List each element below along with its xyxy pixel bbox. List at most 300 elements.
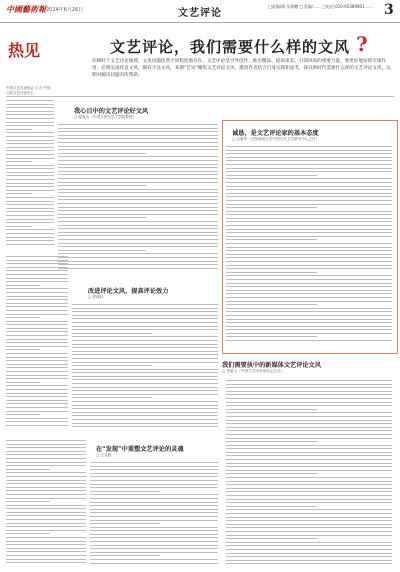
text-line — [226, 196, 392, 197]
text-line — [6, 270, 68, 271]
text-line — [226, 545, 392, 546]
text-line — [6, 208, 54, 209]
text-line — [226, 239, 317, 240]
text-line — [6, 211, 54, 212]
article-byline: □ 李星云（中国文艺评论家协会会员） — [222, 369, 285, 373]
text-line — [6, 472, 86, 473]
text-line — [226, 488, 392, 489]
text-line — [72, 423, 218, 424]
text-line — [226, 427, 392, 428]
text-line — [226, 146, 392, 147]
body-text-column — [226, 146, 392, 346]
text-line — [58, 185, 146, 186]
text-line — [72, 376, 218, 377]
text-line — [90, 509, 218, 510]
text-line — [6, 263, 68, 264]
text-line — [58, 146, 218, 147]
text-line — [72, 311, 218, 312]
text-line — [6, 559, 86, 560]
text-line — [226, 301, 392, 302]
text-line — [226, 563, 392, 564]
text-line — [6, 237, 54, 238]
text-line — [226, 178, 392, 179]
text-line — [6, 193, 32, 194]
text-line — [6, 321, 68, 322]
text-line — [6, 165, 54, 166]
text-line — [58, 171, 218, 172]
text-line — [226, 326, 392, 327]
text-line — [6, 505, 86, 506]
text-line — [6, 136, 54, 137]
text-line — [6, 400, 68, 401]
text-line — [72, 419, 218, 420]
text-line — [90, 527, 218, 528]
text-line — [58, 138, 218, 139]
text-line — [6, 385, 68, 386]
text-line — [72, 362, 218, 363]
text-line — [226, 261, 392, 262]
text-line — [6, 328, 68, 329]
text-line — [58, 268, 218, 269]
text-line — [6, 541, 86, 542]
text-line — [6, 310, 68, 311]
text-line — [226, 553, 392, 554]
text-line — [226, 452, 392, 453]
text-line — [6, 281, 68, 282]
text-line — [6, 222, 54, 223]
text-line — [6, 267, 68, 268]
text-line — [6, 454, 86, 455]
article-title: 诚恳，是文艺评论家的基本态度 — [232, 130, 319, 137]
text-line — [226, 527, 392, 528]
body-text-column — [58, 124, 218, 274]
text-line — [58, 142, 218, 143]
text-line — [72, 394, 218, 395]
text-line — [226, 229, 392, 230]
text-line — [226, 463, 392, 464]
text-line — [6, 288, 68, 289]
body-text-column — [6, 100, 54, 250]
text-line — [6, 339, 68, 340]
text-line — [58, 221, 218, 222]
text-line — [226, 272, 317, 273]
text-line — [6, 168, 54, 169]
text-line — [6, 114, 54, 115]
text-line — [226, 513, 392, 514]
text-line — [90, 502, 218, 503]
text-line — [72, 408, 218, 409]
text-line — [226, 387, 392, 388]
text-line — [72, 326, 218, 327]
text-line — [72, 340, 218, 341]
text-line — [72, 415, 218, 416]
text-line — [226, 153, 392, 154]
text-line — [6, 314, 68, 315]
text-line — [90, 491, 160, 492]
text-line — [226, 509, 392, 510]
text-line — [226, 204, 392, 205]
text-line — [6, 299, 68, 300]
text-line — [226, 232, 392, 233]
badge-subtitle: 中国文艺评论协会·主办 中国文联文艺评论中心 — [6, 86, 51, 95]
text-line — [6, 487, 86, 488]
text-line — [6, 548, 86, 549]
text-line — [226, 412, 392, 413]
text-line — [6, 353, 68, 354]
text-line — [6, 256, 68, 257]
text-line — [58, 196, 218, 197]
text-line — [58, 192, 218, 193]
text-line — [6, 204, 54, 205]
text-line — [226, 560, 392, 561]
text-line — [226, 402, 392, 403]
article-3-header — [88, 286, 168, 300]
text-line — [72, 387, 218, 388]
text-line — [6, 244, 54, 245]
text-line — [72, 308, 218, 309]
text-line — [226, 441, 317, 442]
text-line — [226, 517, 392, 518]
text-line — [226, 293, 392, 294]
text-line — [6, 317, 40, 318]
text-line — [226, 225, 392, 226]
text-line — [6, 480, 86, 481]
text-line — [226, 160, 392, 161]
text-line — [6, 498, 86, 499]
text-line — [6, 403, 68, 404]
text-line — [72, 383, 218, 384]
text-line — [6, 371, 68, 372]
text-line — [6, 396, 68, 397]
text-line — [6, 447, 86, 448]
text-line — [226, 430, 392, 431]
body-text-column — [6, 256, 68, 432]
text-line — [72, 358, 218, 359]
text-line — [226, 221, 392, 222]
text-line — [6, 132, 54, 133]
text-line — [58, 253, 218, 254]
text-line — [226, 448, 392, 449]
text-line — [72, 390, 218, 391]
text-line — [226, 193, 392, 194]
text-line — [90, 469, 218, 470]
text-line — [226, 502, 392, 503]
text-line — [58, 189, 218, 190]
article-title: 改进评论文风，提高评论效力 — [88, 288, 169, 295]
text-line — [6, 444, 86, 445]
text-line — [226, 297, 392, 298]
text-line — [6, 483, 86, 484]
text-line — [6, 512, 86, 513]
text-line — [226, 247, 392, 248]
text-line — [6, 418, 68, 419]
column-badge — [8, 38, 48, 78]
text-line — [226, 438, 392, 439]
text-line — [226, 279, 392, 280]
text-line — [72, 351, 218, 352]
text-line — [6, 342, 68, 343]
text-line — [226, 434, 392, 435]
text-line — [72, 405, 218, 406]
text-line — [226, 175, 317, 176]
text-line — [226, 470, 392, 471]
text-line — [226, 207, 317, 208]
text-line — [226, 380, 392, 381]
text-line — [58, 257, 218, 258]
text-line — [58, 250, 146, 251]
text-line — [6, 129, 32, 130]
text-line — [58, 160, 218, 161]
text-line — [90, 534, 218, 535]
article-4-header — [222, 360, 321, 374]
text-line — [226, 333, 392, 334]
text-line — [6, 407, 68, 408]
article-byline: □ 张德祥 — [88, 295, 104, 299]
text-line — [6, 364, 68, 365]
text-line — [226, 322, 392, 323]
text-line — [6, 125, 54, 126]
text-line — [6, 183, 54, 184]
article-byline: □ 陆贵山（中国人民大学文学院教授） — [74, 115, 137, 119]
text-line — [226, 481, 392, 482]
text-line — [58, 199, 218, 200]
text-line — [58, 225, 218, 226]
text-line — [72, 318, 218, 319]
text-line — [58, 264, 218, 265]
text-line — [226, 290, 392, 291]
text-line — [90, 541, 218, 542]
text-line — [226, 549, 392, 550]
text-line — [6, 215, 54, 216]
text-line — [226, 459, 392, 460]
text-line — [226, 236, 392, 237]
text-line — [226, 340, 392, 341]
text-line — [6, 229, 54, 230]
text-line — [6, 501, 50, 502]
question-mark: ? — [356, 32, 368, 56]
text-line — [90, 487, 218, 488]
text-line — [226, 499, 392, 500]
text-line — [6, 278, 68, 279]
text-line — [6, 530, 86, 531]
text-line — [226, 304, 317, 305]
text-line — [90, 484, 218, 485]
text-line — [6, 143, 54, 144]
text-line — [226, 405, 392, 406]
text-line — [226, 384, 392, 385]
text-line — [90, 559, 218, 560]
text-line — [58, 149, 218, 150]
text-line — [58, 174, 218, 175]
text-line — [6, 458, 86, 459]
text-line — [6, 201, 54, 202]
text-line — [90, 552, 218, 553]
text-line — [226, 265, 392, 266]
text-line — [226, 506, 317, 507]
text-line — [6, 107, 54, 108]
text-line — [6, 393, 68, 394]
text-line — [226, 186, 392, 187]
text-line — [6, 378, 68, 379]
text-line — [6, 544, 86, 545]
text-line — [72, 336, 218, 337]
text-line — [6, 158, 54, 159]
text-line — [6, 389, 68, 390]
text-line — [6, 375, 68, 376]
text-line — [226, 491, 392, 492]
text-line — [90, 516, 218, 517]
text-line — [58, 178, 218, 179]
text-line — [226, 200, 392, 201]
text-line — [6, 274, 68, 275]
text-line — [226, 466, 392, 467]
text-line — [226, 189, 392, 190]
text-line — [6, 292, 68, 293]
lead-deck: 环顾时下文艺评论领域，文风问题依然不同程度地存在。文艺评论是引导创作、推出精品、提高审美、引领风尚的重要力量，要更好地发挥引领作用，必须弘扬优良文风，摒弃不良文风。本期“艺见”聚焦文艺评论文风，邀请作者结合自身实践和思考，探讨新时代需要什么样的文艺评论文风，以期对解决问题有所帮助。 — [92, 59, 391, 78]
text-line — [226, 319, 392, 320]
body-text-column — [6, 440, 86, 568]
text-line — [6, 469, 50, 470]
text-line — [72, 333, 152, 334]
text-line — [58, 210, 218, 211]
text-line — [226, 336, 317, 337]
text-line — [6, 465, 86, 466]
text-line — [90, 555, 160, 556]
text-line — [226, 329, 392, 330]
text-line — [226, 531, 392, 532]
text-line — [6, 100, 54, 101]
text-line — [226, 275, 392, 276]
text-line — [6, 523, 86, 524]
text-line — [58, 235, 218, 236]
text-line — [6, 440, 86, 441]
text-line — [58, 217, 146, 218]
text-line — [58, 203, 218, 204]
article-2-header — [232, 128, 319, 142]
text-line — [6, 118, 54, 119]
text-line — [72, 401, 218, 402]
text-line — [90, 462, 218, 463]
text-line — [72, 322, 218, 323]
text-line — [58, 243, 218, 244]
text-line — [6, 537, 86, 538]
text-line — [58, 124, 218, 125]
text-line — [72, 372, 218, 373]
text-line — [226, 409, 317, 410]
article-title: 我心目中的文艺评论好文风 — [74, 108, 149, 115]
text-line — [6, 533, 50, 534]
text-line — [6, 476, 86, 477]
text-line — [226, 542, 392, 543]
text-line — [72, 426, 218, 427]
text-line — [226, 315, 392, 316]
text-line — [226, 473, 317, 474]
text-line — [72, 369, 218, 370]
text-line — [90, 563, 218, 564]
text-line — [58, 232, 218, 233]
text-line — [6, 172, 54, 173]
text-line — [6, 335, 68, 336]
text-line — [226, 394, 392, 395]
text-line — [6, 411, 68, 412]
text-line — [58, 214, 218, 215]
text-line — [226, 164, 392, 165]
text-line — [58, 135, 218, 136]
text-line — [226, 182, 392, 183]
text-line — [226, 538, 317, 539]
body-text-column — [90, 462, 218, 568]
text-line — [226, 171, 392, 172]
text-line — [90, 476, 218, 477]
text-line — [226, 455, 392, 456]
text-line — [226, 495, 392, 496]
text-line — [6, 414, 40, 415]
text-line — [90, 480, 218, 481]
text-line — [226, 524, 392, 525]
text-line — [6, 179, 54, 180]
text-line — [6, 296, 68, 297]
text-line — [6, 150, 54, 151]
text-line — [72, 365, 152, 366]
body-text-column — [226, 380, 392, 568]
text-line — [6, 260, 68, 261]
text-line — [90, 537, 218, 538]
text-line — [226, 218, 392, 219]
text-line — [6, 508, 86, 509]
issue-date: 2024年6月26日 — [46, 7, 84, 13]
text-line — [90, 520, 218, 521]
text-line — [6, 421, 68, 422]
text-line — [72, 347, 218, 348]
text-line — [58, 207, 218, 208]
text-line — [72, 354, 218, 355]
text-line — [90, 494, 218, 495]
text-line — [6, 519, 86, 520]
text-line — [226, 556, 392, 557]
text-line — [58, 261, 218, 262]
text-line — [90, 498, 218, 499]
text-line — [226, 391, 392, 392]
text-line — [58, 182, 218, 183]
text-line — [72, 315, 218, 316]
text-line — [6, 367, 68, 368]
text-line — [72, 397, 152, 398]
text-line — [90, 466, 218, 467]
text-line — [226, 150, 392, 151]
text-line — [6, 425, 68, 426]
text-line — [226, 308, 392, 309]
text-line — [226, 520, 392, 521]
text-line — [6, 219, 54, 220]
text-line — [226, 283, 392, 284]
text-line — [72, 379, 218, 380]
text-line — [6, 551, 86, 552]
text-line — [226, 250, 392, 251]
text-line — [72, 344, 218, 345]
text-line — [90, 523, 160, 524]
text-line — [226, 477, 392, 478]
text-line — [6, 526, 86, 527]
text-line — [6, 462, 86, 463]
text-line — [6, 451, 86, 452]
text-line — [6, 285, 40, 286]
text-line — [72, 329, 218, 330]
text-line — [6, 104, 54, 105]
page-number: 3 — [384, 2, 394, 18]
text-line — [6, 161, 32, 162]
text-line — [90, 473, 218, 474]
text-line — [58, 128, 218, 129]
